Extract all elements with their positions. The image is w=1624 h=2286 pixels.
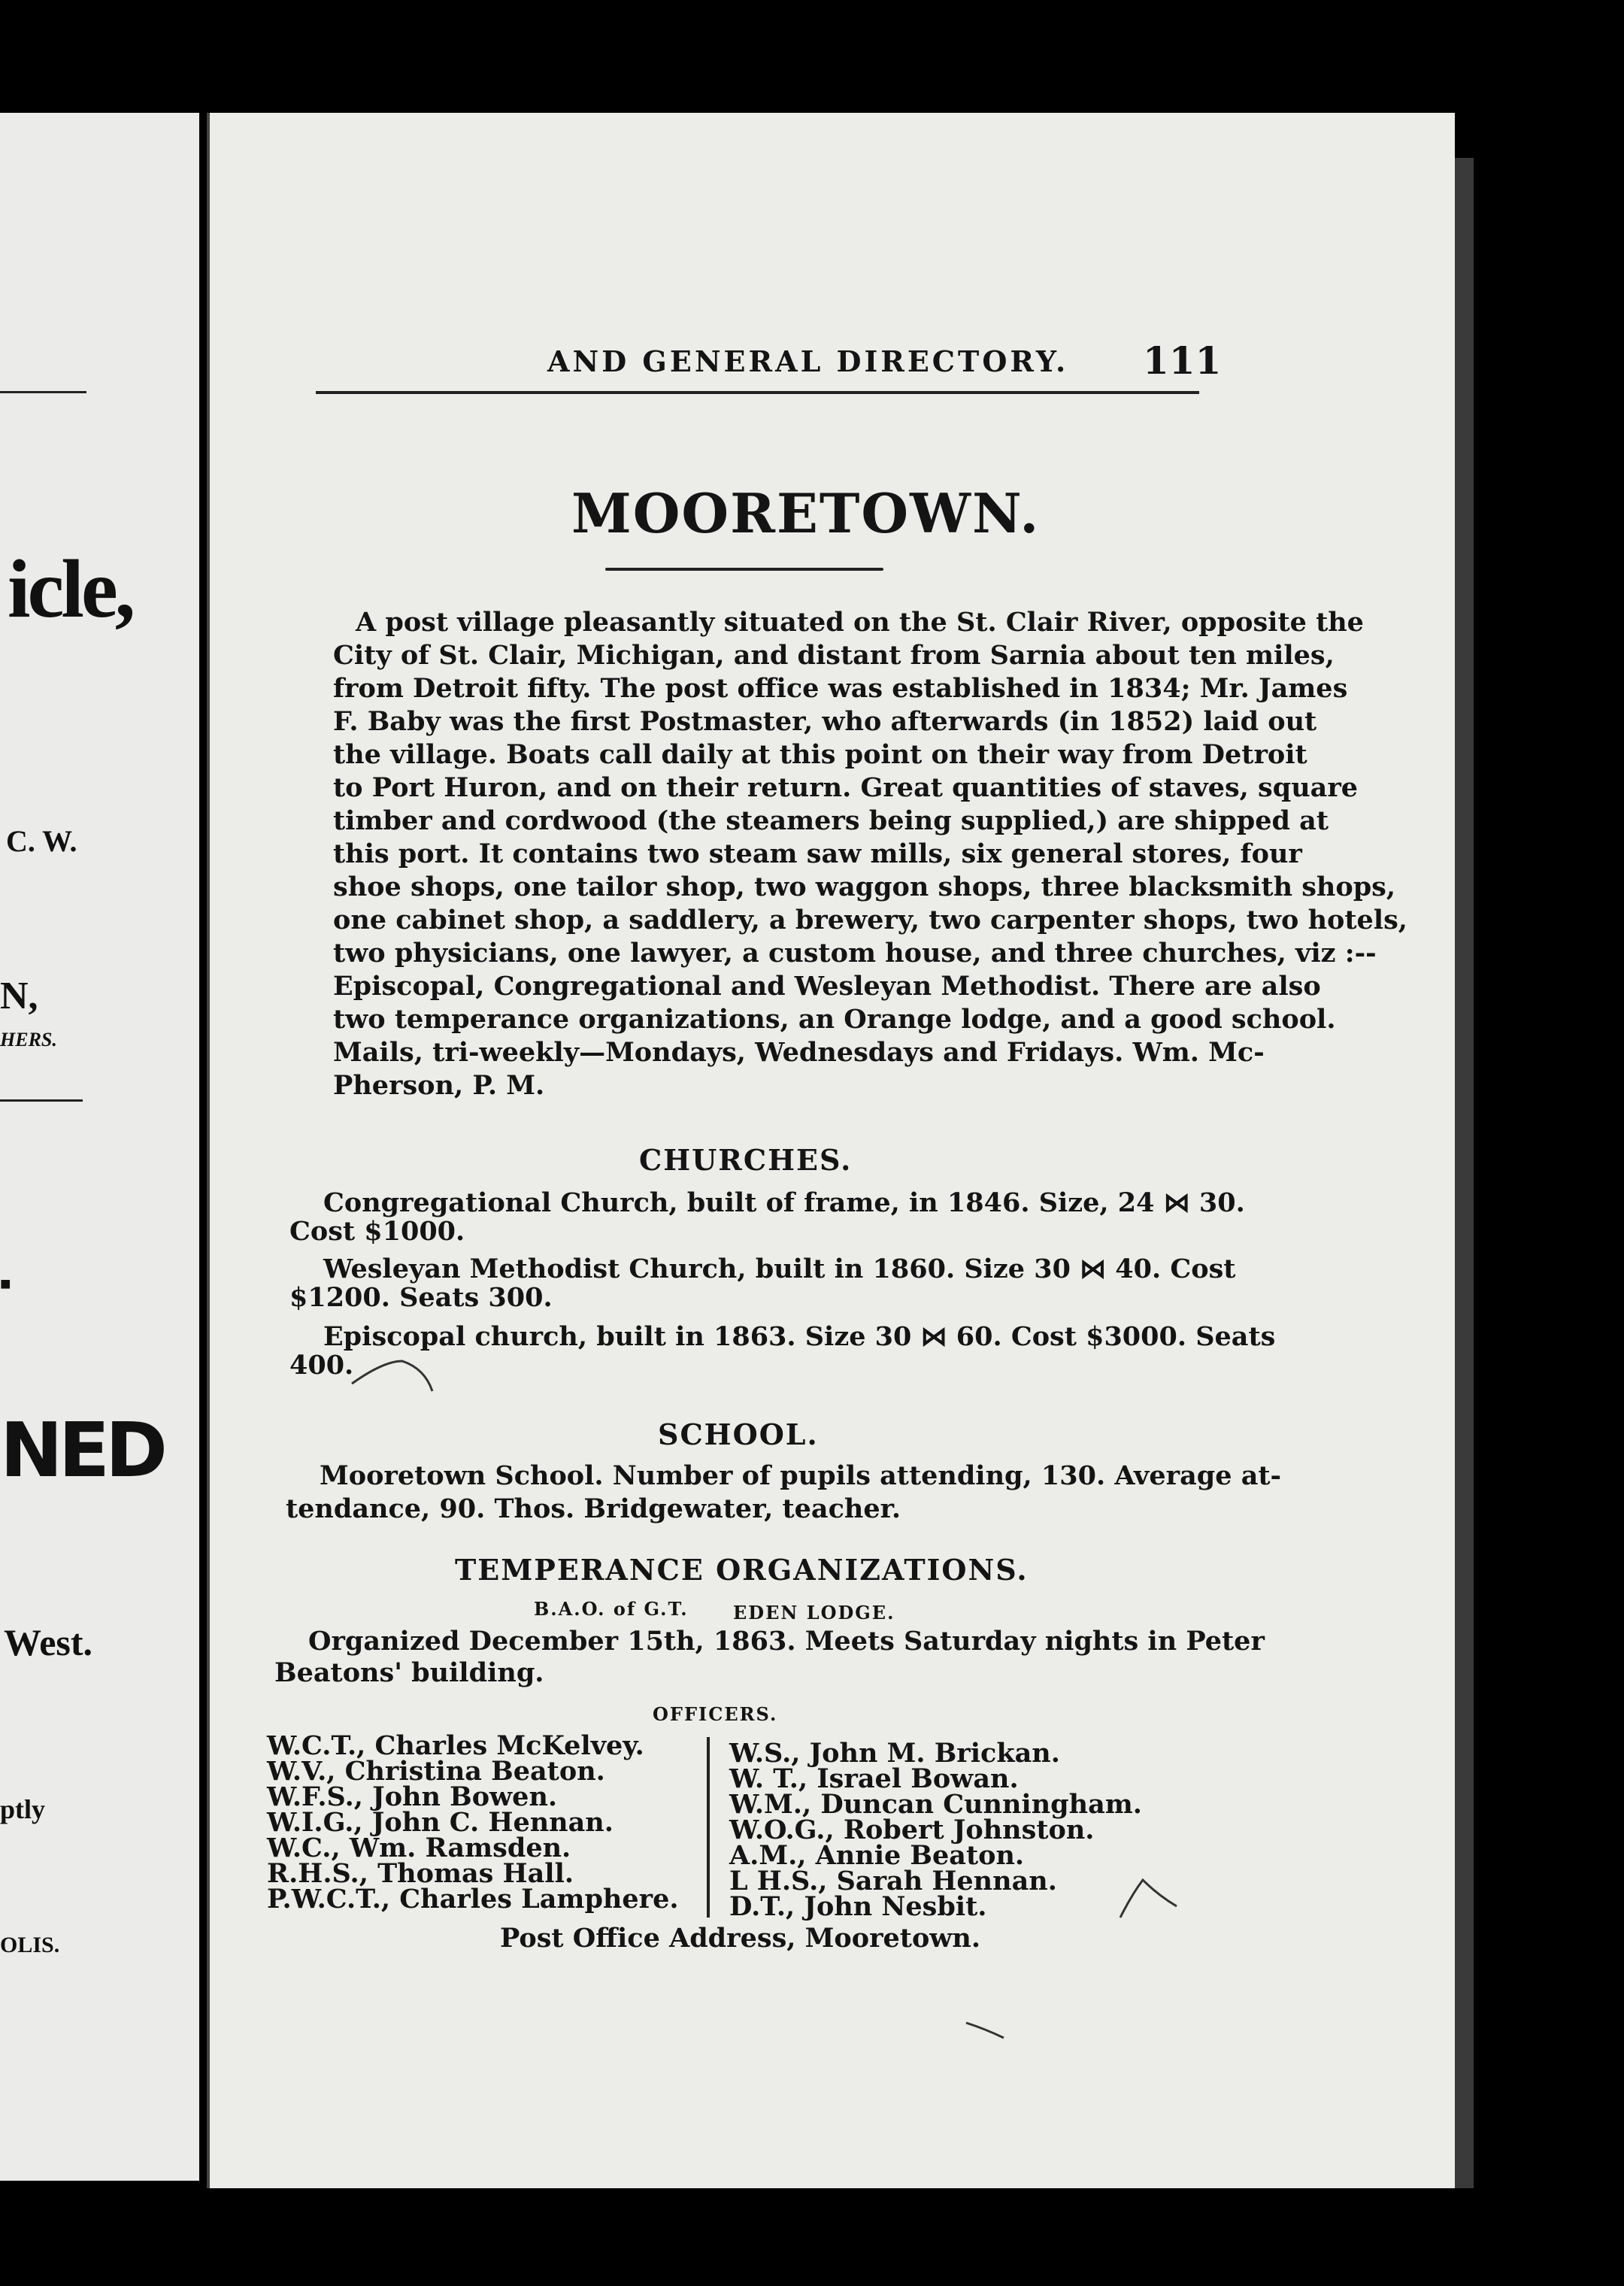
lodge-line: Organized December 15th, 1863. Meets Saturday nights in Peter <box>308 1626 1265 1657</box>
lodge-line: Beatons' building. <box>274 1657 544 1688</box>
page-title: MOORETOWN. <box>571 481 1041 545</box>
paragraph-line: the village. Boats call daily at this point on their way from Detroit <box>333 739 1307 770</box>
lodge-name: EDEN LODGE. <box>733 1602 895 1624</box>
officer-entry: P.W.C.T., Charles Lamphere. <box>267 1884 679 1915</box>
pencil-marks <box>207 113 1455 2188</box>
officer-entry: W. T., Israel Bowan. <box>729 1763 1019 1794</box>
officer-entry: R.H.S., Thomas Hall. <box>267 1858 574 1889</box>
officer-entry: W.S., John M. Brickan. <box>729 1738 1060 1769</box>
facing-page-rule <box>0 391 86 393</box>
paragraph-line: A post village pleasantly situated on the St. Clair River, opposite the <box>356 607 1364 638</box>
facing-fragment: N, <box>0 975 38 1017</box>
facing-page-edge <box>0 113 199 2181</box>
paragraph-line: shoe shops, one tailor shop, two waggon shops, three blacksmith shops, <box>333 872 1396 902</box>
officer-entry: L H.S., Sarah Hennan. <box>729 1866 1057 1896</box>
facing-fragment: ptly <box>0 1794 46 1824</box>
church-line: Congregational Church, built of frame, in 1846. Size, 24 ⋈ 30. <box>323 1187 1245 1218</box>
church-line: 400. <box>289 1350 354 1381</box>
post-office-address: Post Office Address, Mooretown. <box>500 1923 981 1954</box>
facing-fragment-dot: ■ <box>0 1275 11 1294</box>
paragraph-line: one cabinet shop, a saddlery, a brewery, two carpenter shops, two hotels, <box>333 905 1407 935</box>
pencil-mark <box>352 1361 432 1391</box>
facing-fragment: C. W. <box>6 824 77 858</box>
paragraph-line: Episcopal, Congregational and Wesleyan Methodist. There are also <box>333 971 1321 1002</box>
temperance-heading: TEMPERANCE ORGANIZATIONS. <box>455 1553 1029 1587</box>
officer-entry: W.M., Duncan Cunningham. <box>729 1789 1142 1820</box>
facing-fragment: OLIS. <box>0 1933 60 1957</box>
church-line: $1200. Seats 300. <box>289 1282 553 1313</box>
page-number: 111 <box>1143 338 1222 383</box>
facing-page-rule <box>0 1099 83 1102</box>
officer-entry: W.V., Christina Beaton. <box>267 1756 605 1787</box>
paragraph-line: from Detroit fifty. The post office was established in 1834; Mr. James <box>333 673 1348 704</box>
paragraph-line: City of St. Clair, Michigan, and distant from Sarnia about ten miles, <box>333 640 1335 671</box>
facing-fragment: West. <box>4 1621 93 1663</box>
book-page <box>207 113 1455 2188</box>
school-line: Mooretown School. Number of pupils attending, 130. Average at- <box>320 1460 1282 1491</box>
paragraph-line: this port. It contains two steam saw mills, six general stores, four <box>333 838 1302 869</box>
pencil-mark <box>966 2023 1004 2038</box>
paragraph-line: Mails, tri-weekly—Mondays, Wednesdays and Fridays. Wm. Mc- <box>333 1037 1265 1068</box>
paragraph-line: F. Baby was the first Postmaster, who afterwards (in 1852) laid out <box>333 706 1317 737</box>
paragraph-line: two physicians, one lawyer, a custom house, and three churches, viz :-- <box>333 938 1377 969</box>
church-line: Wesleyan Methodist Church, built in 1860. Size 30 ⋈ 40. Cost <box>323 1254 1236 1284</box>
officer-entry: W.O.G., Robert Johnston. <box>729 1815 1095 1845</box>
order-name: B.A.O. of G.T. <box>534 1598 689 1620</box>
officer-entry: W.F.S., John Bowen. <box>267 1781 558 1812</box>
church-line: Episcopal church, built in 1863. Size 30 ⋈ 60. Cost $3000. Seats <box>323 1321 1276 1352</box>
church-line: Cost $1000. <box>289 1216 465 1247</box>
paragraph-line: to Port Huron, and on their return. Great quantities of staves, square <box>333 772 1359 803</box>
officer-entry: W.C.T., Charles McKelvey. <box>267 1730 644 1761</box>
paragraph-line: timber and cordwood (the steamers being supplied,) are shipped at <box>333 805 1329 836</box>
officer-entry: D.T., John Nesbit. <box>729 1891 987 1922</box>
paragraph-line: Pherson, P. M. <box>333 1070 545 1101</box>
facing-fragment: icle, <box>8 543 133 635</box>
churches-heading: CHURCHES. <box>639 1143 853 1177</box>
officer-entry: W.C., Wm. Ramsden. <box>267 1833 571 1863</box>
running-title: AND GENERAL DIRECTORY. <box>547 344 1069 378</box>
pencil-mark <box>1120 1880 1177 1918</box>
officer-entry: A.M., Annie Beaton. <box>729 1840 1025 1871</box>
paragraph-line: two temperance organizations, an Orange lodge, and a good school. <box>333 1004 1336 1035</box>
facing-fragment: HERS. <box>0 1029 57 1051</box>
facing-fragment: NED <box>0 1406 164 1494</box>
school-heading: SCHOOL. <box>658 1417 819 1451</box>
page-edge-shadow <box>1455 158 1474 2188</box>
officers-heading: OFFICERS. <box>653 1703 778 1725</box>
school-line: tendance, 90. Thos. Bridgewater, teacher. <box>286 1493 901 1524</box>
officer-entry: W.I.G., John C. Hennan. <box>267 1807 614 1838</box>
